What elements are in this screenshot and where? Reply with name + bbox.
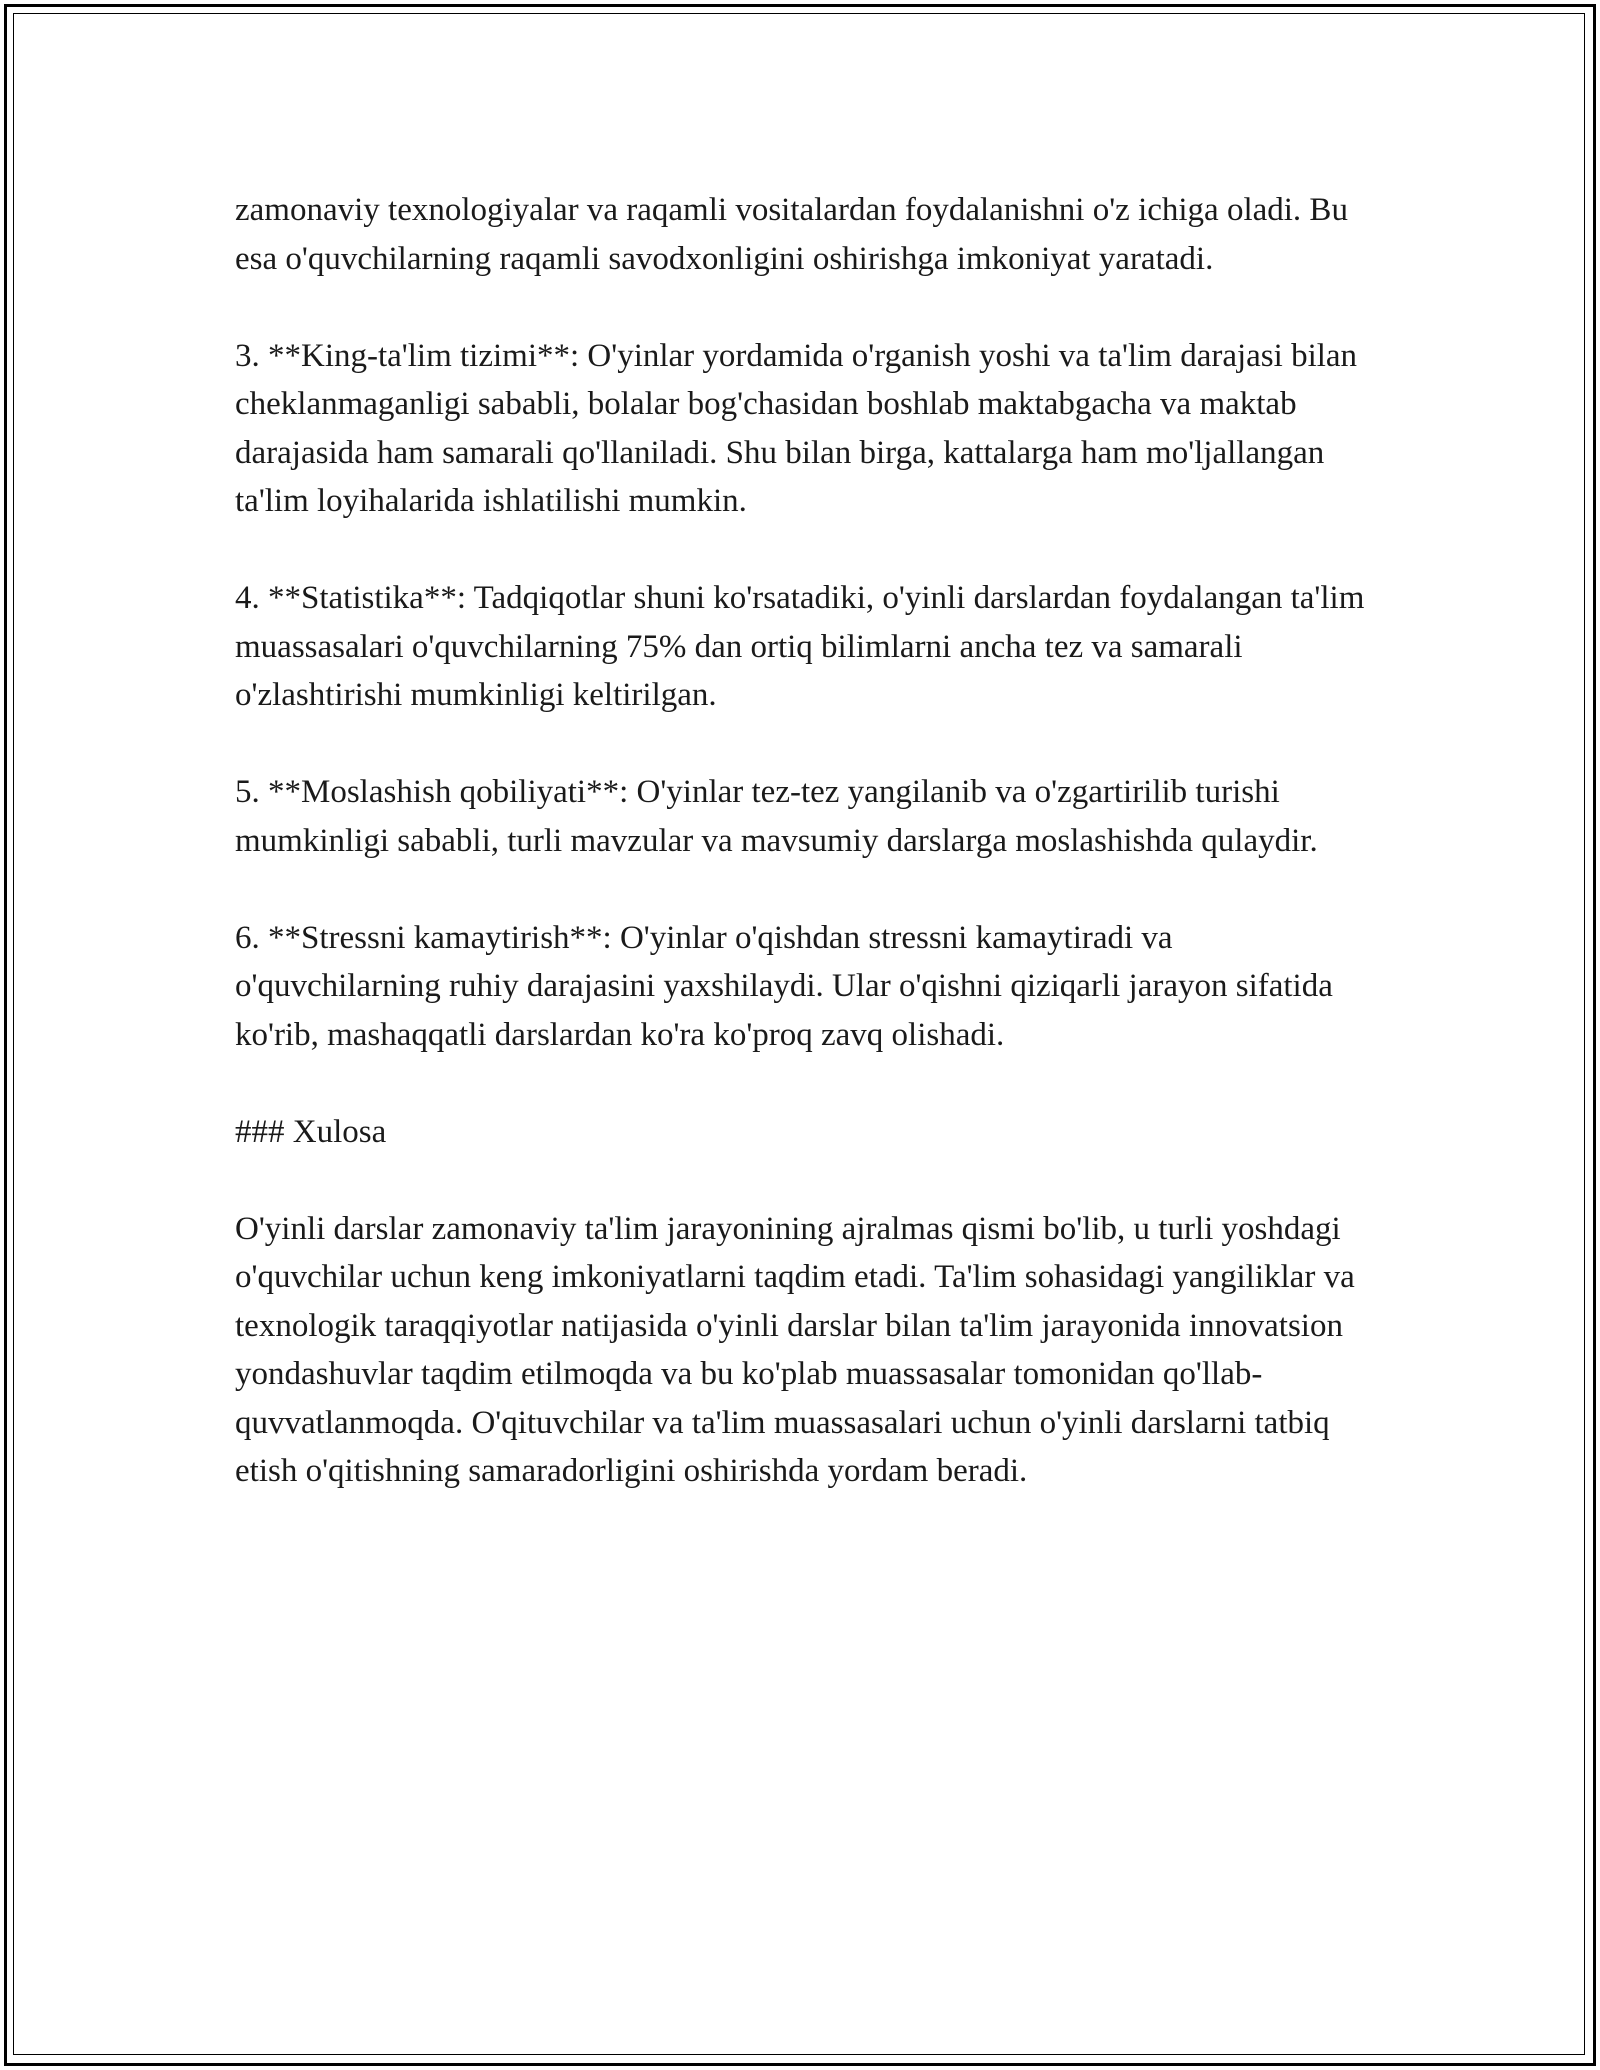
paragraph-item-3: 3. **King-ta'lim tizimi**: O'yinlar yordamida o'rganish yoshi va ta'lim darajasi bilan cheklanmaganligi sababli, bolalar bog'chasidan boshlab maktabgacha va maktab darajasida ham samarali qo'llaniladi. Shu bilan birga, kattalarga ham mo'ljallangan ta'lim loyihalarida ishlatilishi mumkin.: [235, 337, 1358, 519]
paragraph-item-4: 4. **Statistika**: Tadqiqotlar shuni ko'rsatadiki, o'yinli darslardan foydalangan ta'lim muassasalari o'quvchilarning 75% dan ortiq bilimlarni ancha tez va samarali o'zlashtirishi mumkinligi keltirilgan.: [235, 580, 1365, 713]
paragraph-continuation: zamonaviy texnologiyalar va raqamli vositalardan foydalanishni o'z ichiga oladi. Bu esa o'quvchilarning raqamli savodxonligini oshirishga imkoniyat yaratadi.: [235, 192, 1348, 277]
paragraph-conclusion: O'yinli darslar zamonaviy ta'lim jarayonining ajralmas qismi bo'lib, u turli yoshdagi o'quvchilar uchun keng imkoniyatlarni taqdim etadi. Ta'lim sohasidagi yangiliklar va texnologik taraqqiyotlar natijasida o'yinli darslar bilan ta'lim jarayonida innovatsion yondashuvlar taqdim etilmoqda va bu ko'plab muassasalar tomonidan qo'llab-quvvatlanmoqda. O'qituvchilar va ta'lim muassasalari uchun o'yinli darslarni tatbiq etish o'qitishning samaradorligini oshirishda yordam beradi.: [235, 1210, 1355, 1489]
section-heading: ### Xulosa: [235, 1113, 387, 1150]
paragraph-item-5: 5. **Moslashish qobiliyati**: O'yinlar tez-tez yangilanib va o'zgartirilib turishi mumkinligi sababli, turli mavzular va mavsumiy darslarga moslashishda qulaydir.: [235, 774, 1318, 859]
paragraph-item-6: 6. **Stressni kamaytirish**: O'yinlar o'qishdan stressni kamaytiradi va o'quvchilarning ruhiy darajasini yaxshilaydi. Ular o'qishni qiziqarli jarayon sifatida ko'rib, mashaqqatli darslardan ko'ra ko'proq zavq olishadi.: [235, 919, 1333, 1053]
document-body: [235, 186, 1365, 1496]
